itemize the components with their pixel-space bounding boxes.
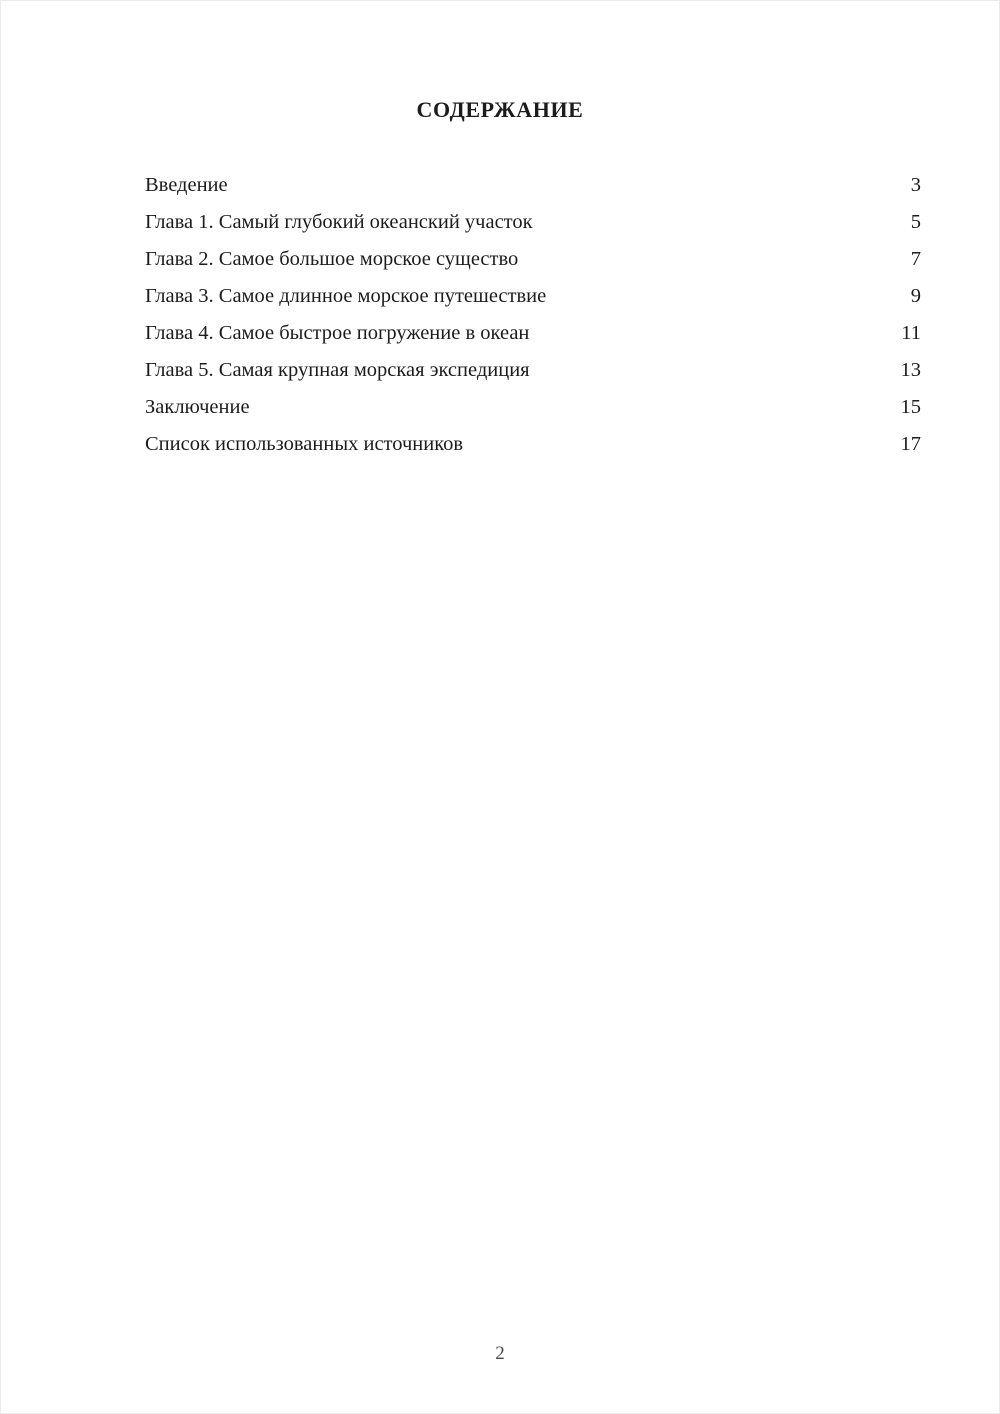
- toc-entry-page: 17: [900, 433, 921, 455]
- toc-entry: [145, 426, 921, 463]
- toc-entry-label: Список использованных источников: [145, 433, 464, 455]
- toc-entry: [145, 352, 921, 389]
- toc-entry-page: 15: [900, 396, 921, 418]
- toc-entry: [145, 241, 921, 278]
- toc-entry-page: 7: [910, 248, 921, 270]
- page-number: 2: [495, 1343, 505, 1364]
- toc-entry-page: 13: [900, 359, 921, 381]
- toc-entry: [145, 167, 921, 204]
- toc-entry-label: Глава 5. Самая крупная морская экспедиция: [145, 359, 530, 381]
- toc-entry-label: Глава 2. Самое большое морское существо: [145, 248, 519, 270]
- toc-entry: [145, 204, 921, 241]
- toc-entry-label: Глава 1. Самый глубокий океанский участок: [145, 211, 533, 233]
- toc-entry-page: 3: [910, 174, 921, 196]
- toc-entry-page: 9: [910, 285, 921, 307]
- table-of-contents: [145, 167, 921, 463]
- toc-entry-label: Глава 4. Самое быстрое погружение в океан: [145, 322, 530, 344]
- toc-entry: [145, 278, 921, 315]
- toc-entry-page: 5: [910, 211, 921, 233]
- toc-entry-page: 11: [901, 322, 921, 344]
- toc-entry: [145, 389, 921, 426]
- toc-entry: [145, 315, 921, 352]
- toc-entry-label: Введение: [145, 174, 228, 196]
- page-title: СОДЕРЖАНИЕ: [416, 97, 584, 122]
- toc-entry-label: Заключение: [145, 396, 250, 418]
- toc-entry-label: Глава 3. Самое длинное морское путешествие: [145, 285, 547, 307]
